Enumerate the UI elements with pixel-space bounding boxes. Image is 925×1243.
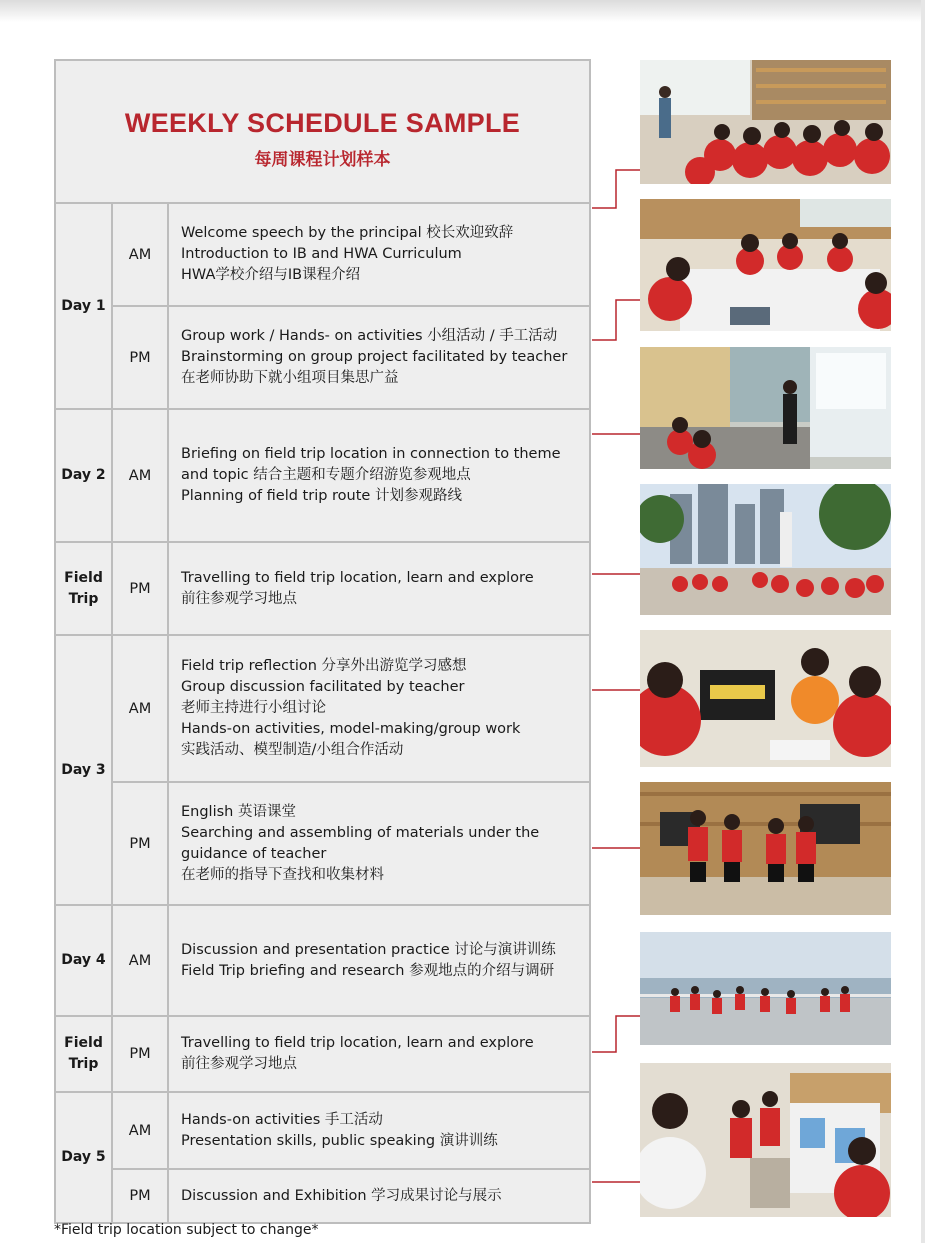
day-row-3 xyxy=(56,636,589,906)
day-row-2 xyxy=(56,410,589,543)
activity-line: Field Trip briefing and research 参观地点的介绍与调研 xyxy=(181,962,555,979)
field-trip-row-1 xyxy=(56,543,589,636)
activity-cell xyxy=(169,204,589,305)
exhibition-photo xyxy=(640,1063,891,1217)
activity-line: HWA学校介绍与IB课程介绍 xyxy=(181,267,361,283)
slot-label: AM xyxy=(113,410,169,541)
activity-line: Briefing on field trip location in connection to theme xyxy=(181,446,561,462)
activity-cell xyxy=(169,543,589,634)
connector-line xyxy=(592,1016,640,1052)
day-label: Day 1 xyxy=(56,204,113,408)
activity-line: guidance of teacher xyxy=(181,845,327,862)
activity-cell xyxy=(169,307,589,408)
slot-label: AM xyxy=(113,906,169,1015)
activity-line: and topic 结合主题和专题介绍游览参观地点 xyxy=(181,467,471,483)
activity-cell xyxy=(169,636,589,781)
day-row-4 xyxy=(56,906,589,1017)
group-work-photo xyxy=(640,199,891,331)
session-pm xyxy=(113,1170,589,1222)
connector-line xyxy=(592,170,640,208)
activity-line: Presentation skills, public speaking 演讲训练 xyxy=(181,1132,498,1149)
day-label: Field Trip xyxy=(56,1017,113,1091)
session-am xyxy=(113,636,589,783)
session-am xyxy=(113,410,589,541)
slot-label: AM xyxy=(113,636,169,781)
activity-line: 老师主持进行小组讨论 xyxy=(181,700,326,717)
activity-cell xyxy=(169,1093,589,1168)
activity-line: Welcome speech by the principal 校长欢迎致辞 xyxy=(181,225,514,241)
schedule-header xyxy=(56,61,589,204)
activity-line: Group work / Hands- on activities 小组活动 / 手工活动 xyxy=(181,328,558,344)
day-label: Day 4 xyxy=(56,906,113,1015)
slot-label: PM xyxy=(113,783,169,904)
activity-line: Brainstorming on group project facilitated by teacher xyxy=(181,349,568,365)
activity-line: Hands-on activities 手工活动 xyxy=(181,1111,383,1128)
activity-line: 前往参观学习地点 xyxy=(181,590,297,607)
session-am xyxy=(113,204,589,307)
connector-line xyxy=(592,300,640,340)
slot-label: PM xyxy=(113,1170,169,1222)
day-row-5 xyxy=(56,1093,589,1222)
activity-line: Group discussion facilitated by teacher xyxy=(181,679,465,696)
top-edge-shadow xyxy=(0,0,925,22)
day-label: Day 5 xyxy=(56,1093,113,1222)
field-trip-row-2 xyxy=(56,1017,589,1093)
activity-line: 在老师协助下就小组项目集思广益 xyxy=(181,370,399,386)
activity-line: Discussion and presentation practice 讨论与演讲训练 xyxy=(181,941,556,958)
student-presentation-photo xyxy=(640,782,891,915)
activity-line: Hands-on activities, model-making/group work xyxy=(181,721,521,738)
slot-label: AM xyxy=(113,1093,169,1168)
waterfront-field-trip-photo xyxy=(640,932,891,1045)
activity-line: Travelling to field trip location, learn and explore xyxy=(181,569,534,586)
activity-line: Field trip reflection 分享外出游览学习感想 xyxy=(181,658,467,675)
session-pm xyxy=(113,307,589,408)
activity-line: Searching and assembling of materials under the xyxy=(181,824,540,841)
session-am xyxy=(113,906,589,1015)
activity-line: Introduction to IB and HWA Curriculum xyxy=(181,246,462,262)
slot-label: PM xyxy=(113,307,169,408)
day-label: Day 3 xyxy=(56,636,113,904)
slot-label: AM xyxy=(113,204,169,305)
day-label: Field Trip xyxy=(56,543,113,634)
activity-line: Planning of field trip route 计划参观路线 xyxy=(181,488,462,504)
right-edge-shadow xyxy=(921,0,925,1243)
activity-line: Discussion and Exhibition 学习成果讨论与展示 xyxy=(181,1187,502,1204)
activity-line: Travelling to field trip location, learn and explore xyxy=(181,1035,534,1051)
session-pm xyxy=(113,1017,589,1091)
slot-label: PM xyxy=(113,1017,169,1091)
city-field-trip-photo xyxy=(640,484,891,615)
activity-cell xyxy=(169,1017,589,1091)
session-am xyxy=(113,1093,589,1170)
activity-line: English 英语课堂 xyxy=(181,803,296,820)
sharing-reflection-photo xyxy=(640,630,891,767)
classroom-lecture-photo xyxy=(640,60,891,184)
activity-line: 实践活动、模型制造/小组合作活动 xyxy=(181,742,404,759)
schedule-title-chinese: 每周课程计划样本 xyxy=(254,149,391,170)
activity-line: 在老师的指导下查找和收集材料 xyxy=(181,866,384,883)
schedule-table xyxy=(54,59,591,1224)
footnote: *Field trip location subject to change* xyxy=(54,1222,319,1238)
activity-cell xyxy=(169,783,589,904)
session-pm xyxy=(113,543,589,634)
activity-cell xyxy=(169,1170,589,1222)
activity-cell xyxy=(169,906,589,1015)
day-row-1 xyxy=(56,204,589,410)
teacher-briefing-photo xyxy=(640,347,891,469)
activity-line: 前往参观学习地点 xyxy=(181,1056,297,1072)
slot-label: PM xyxy=(113,543,169,634)
day-label: Day 2 xyxy=(56,410,113,541)
activity-cell xyxy=(169,410,589,541)
schedule-title: WEEKLY SCHEDULE SAMPLE xyxy=(124,107,521,138)
session-pm xyxy=(113,783,589,904)
